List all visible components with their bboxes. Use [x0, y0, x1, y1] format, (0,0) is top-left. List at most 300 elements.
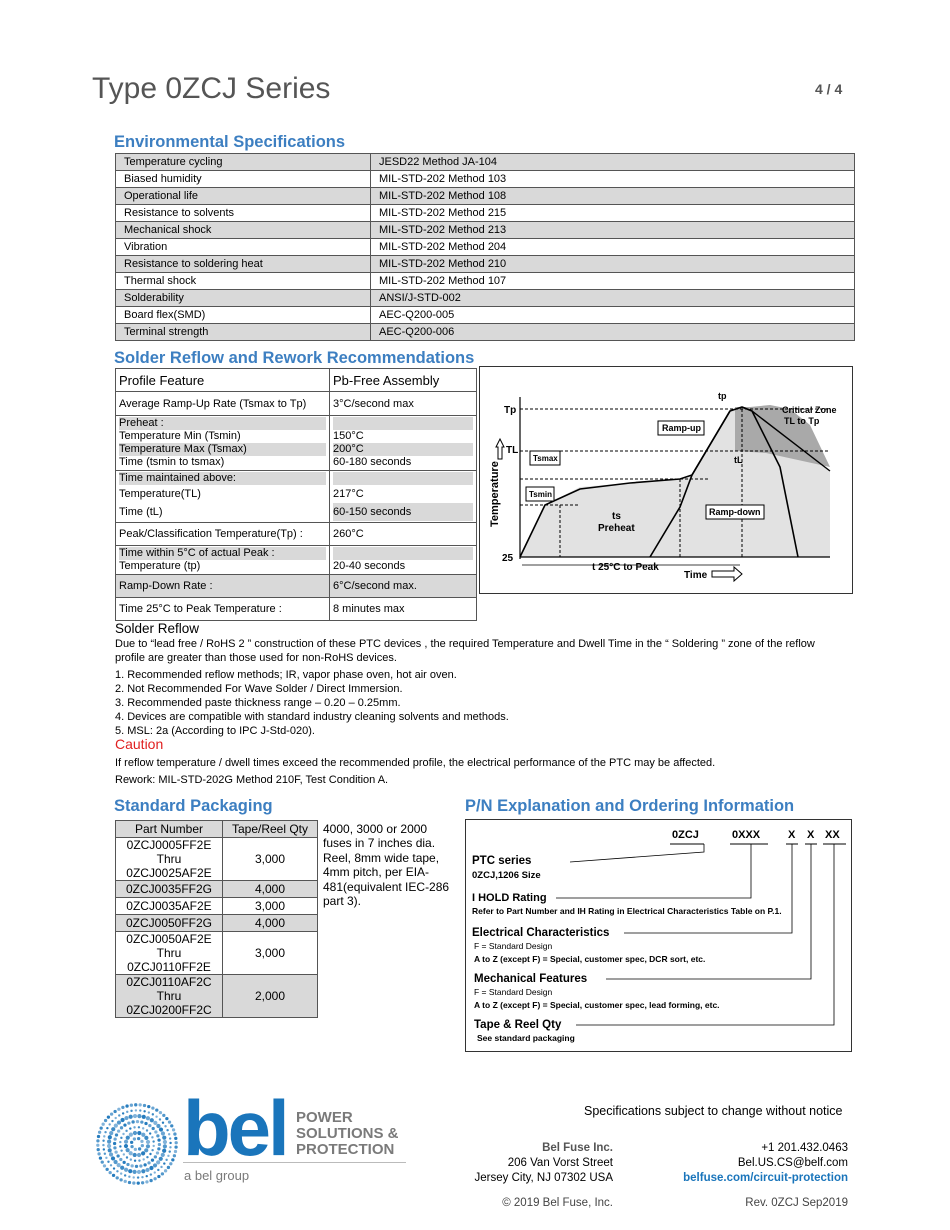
globe-dot [133, 1137, 136, 1140]
preheat-label: Preheat [598, 523, 635, 534]
caution-heading: Caution [115, 736, 164, 752]
pkg-part: 0ZCJ0200FF2C [126, 1003, 212, 1017]
tp-time-label: tp [718, 391, 727, 401]
globe-dot [141, 1151, 145, 1155]
pkg-row [116, 898, 318, 915]
env-test-cell: Vibration [116, 239, 371, 256]
globe-dot [126, 1148, 130, 1152]
globe-dot [152, 1140, 154, 1142]
globe-dot [169, 1146, 171, 1148]
globe-dot [149, 1132, 151, 1134]
footer-phone: +1 201.432.0463 [761, 1142, 848, 1154]
reflow-cell [116, 416, 330, 471]
pkg-part: 0ZCJ0035FF2G [116, 881, 223, 898]
globe-dot [151, 1159, 154, 1162]
reflow-line [333, 547, 473, 560]
globe-dot [129, 1115, 133, 1119]
globe-dot [159, 1111, 162, 1114]
globe-dot [136, 1120, 139, 1123]
time-arrow-icon [712, 567, 742, 581]
globe-dot [150, 1118, 154, 1122]
globe-dot [153, 1163, 157, 1167]
footer-company: Bel Fuse Inc. [542, 1142, 613, 1154]
globe-dot [155, 1109, 158, 1112]
reflow-line [333, 417, 473, 430]
tl-time-label: tL [734, 455, 743, 465]
globe-dot [140, 1120, 143, 1123]
env-test-cell: Terminal strength [116, 324, 371, 341]
globe-dot [119, 1141, 121, 1143]
reflow-line: Time maintained above: [119, 472, 326, 485]
reflow-cell: Peak/Classification Temperature(Tp) : [116, 523, 330, 546]
globe-dot [137, 1114, 141, 1118]
globe-dot [130, 1104, 133, 1107]
globe-dot [134, 1148, 137, 1151]
globe-dot [141, 1176, 143, 1178]
globe-dot [123, 1153, 125, 1155]
globe-dot [171, 1158, 174, 1161]
globe-dot [101, 1160, 104, 1163]
env-row [116, 307, 855, 324]
globe-dot [143, 1104, 146, 1107]
globe-dot [113, 1110, 116, 1113]
globe-dot [135, 1109, 137, 1111]
pkg-part: 0ZCJ0050FF2G [116, 915, 223, 932]
globe-dot [169, 1150, 171, 1152]
reflow-line: 20-40 seconds [333, 560, 473, 573]
reflow-cell [330, 546, 477, 575]
globe-dot [107, 1161, 109, 1163]
globe-dot [154, 1130, 157, 1133]
env-method-cell: ANSI/J-STD-002 [371, 290, 855, 307]
globe-dot [120, 1126, 123, 1129]
globe-dot [99, 1156, 102, 1159]
globe-dot [96, 1139, 99, 1142]
globe-dot [98, 1131, 101, 1134]
reflow-line: Time within 5°C of actual Peak : [119, 547, 326, 560]
globe-dot [175, 1141, 178, 1144]
globe-dot [133, 1131, 137, 1135]
globe-dot [138, 1126, 140, 1128]
bel-group: a bel group [184, 1168, 250, 1183]
globe-dot [109, 1152, 113, 1156]
reflow-row [116, 523, 477, 546]
env-row [116, 205, 855, 222]
x-axis-label: Time [684, 570, 708, 581]
critical-zone-sub: TL to Tp [784, 416, 820, 426]
globe-dot [141, 1181, 144, 1184]
pkg-qty: 4,000 [223, 915, 318, 932]
tl-label: TL [506, 445, 519, 456]
pkg-header-part: Part Number [116, 821, 223, 838]
env-method-cell: MIL-STD-202 Method 108 [371, 188, 855, 205]
globe-dot [123, 1123, 126, 1126]
pkg-header-row [116, 821, 318, 838]
pn-tape-sub: See standard packaging [477, 1033, 575, 1043]
globe-dot [97, 1148, 100, 1151]
globe-dot [172, 1128, 175, 1131]
pn-section-title: P/N Explanation and Ordering Information [465, 797, 795, 815]
globe-dot [162, 1114, 165, 1117]
env-test-cell: Resistance to soldering heat [116, 256, 371, 273]
reflow-row [116, 392, 477, 416]
reflow-line: 60-150 seconds [333, 503, 473, 521]
globe-dot [111, 1120, 113, 1122]
globe-dot [134, 1159, 136, 1161]
reflow-header-row [116, 369, 477, 392]
env-method-cell: MIL-STD-202 Method 215 [371, 205, 855, 222]
solder-item: 3. Recommended paste thickness range – 0.20 – 0.25mm. [115, 697, 401, 709]
globe-dot [107, 1139, 111, 1143]
globe-dot [162, 1149, 166, 1153]
globe-dot [117, 1130, 120, 1133]
reflow-row [116, 471, 477, 523]
globe-dot [164, 1125, 166, 1127]
packaging-section-title: Standard Packaging [114, 797, 273, 815]
globe-dot [165, 1117, 168, 1120]
globe-dot [104, 1153, 106, 1155]
pkg-part: 0ZCJ0035AF2E [116, 898, 223, 915]
globe-dot [159, 1127, 163, 1131]
globe-dot [142, 1158, 144, 1160]
pkg-part: 0ZCJ0110AF2C [126, 975, 212, 989]
globe-dot [138, 1159, 140, 1161]
pn-elec-sub1: F = Standard Design [474, 941, 553, 951]
env-section-title: Environmental Specifications [114, 133, 346, 151]
globe-dot [157, 1147, 160, 1150]
globe-dot [156, 1134, 159, 1137]
globe-dot [161, 1131, 165, 1135]
globe-dot [116, 1170, 118, 1172]
env-test-cell: Mechanical shock [116, 222, 371, 239]
env-row [116, 171, 855, 188]
ts-label: ts [612, 511, 621, 522]
globe-dot [161, 1172, 164, 1175]
globe-dot [126, 1156, 128, 1158]
reflow-row [116, 416, 477, 471]
globe-dot [109, 1131, 113, 1135]
globe-dot [149, 1179, 152, 1182]
globe-dot [164, 1169, 167, 1172]
pkg-qty: 4,000 [223, 881, 318, 898]
globe-dot [133, 1153, 137, 1157]
globe-dot [151, 1136, 153, 1138]
reflow-line: 217°C [333, 485, 473, 503]
globe-dot [102, 1140, 104, 1142]
reflow-profile-diagram [479, 366, 853, 594]
globe-dot [104, 1131, 106, 1133]
globe-dot [113, 1142, 116, 1145]
globe-dot [141, 1169, 145, 1173]
globe-dot [148, 1124, 151, 1127]
globe-dot [137, 1170, 141, 1174]
globe-dot [119, 1158, 122, 1161]
env-test-cell: Operational life [116, 188, 371, 205]
globe-dot [173, 1132, 176, 1135]
pn-code-rating: 0XXX [732, 829, 761, 841]
footer-contact [640, 1141, 848, 1186]
bel-wordmark: bel [183, 1084, 287, 1172]
globe-dot [152, 1127, 155, 1130]
pkg-part-cell [116, 838, 223, 881]
globe-dot [128, 1169, 132, 1173]
pkg-qty: 3,000 [223, 838, 318, 881]
ramp-up-label: Ramp-up [662, 423, 701, 433]
globe-dot [128, 1176, 130, 1178]
globe-dot [129, 1133, 133, 1137]
pn-elec-label: Electrical Characteristics [472, 927, 610, 939]
globe-dot [146, 1129, 148, 1131]
globe-dot [142, 1115, 146, 1119]
globe-dot [153, 1177, 156, 1180]
pkg-thru: Thru [156, 946, 182, 960]
globe-dot [152, 1113, 154, 1115]
globe-dot [120, 1118, 124, 1122]
globe-dot [126, 1111, 128, 1113]
globe-dot [168, 1133, 170, 1135]
globe-dot [152, 1145, 154, 1147]
globe-dot [126, 1136, 130, 1140]
globe-dot [124, 1144, 128, 1148]
reflow-cell [330, 471, 477, 523]
globe-dot [139, 1164, 142, 1167]
globe-dot [140, 1140, 143, 1143]
pn-diagram-svg [466, 820, 851, 1051]
env-test-cell: Temperature cycling [116, 154, 371, 171]
globe-dot [144, 1148, 148, 1152]
pn-tape-label: Tape & Reel Qty [474, 1019, 562, 1031]
globe-dot [106, 1127, 108, 1129]
globe-dot [125, 1130, 127, 1132]
globe-dot [148, 1111, 150, 1113]
reflow-profile-svg [480, 367, 852, 593]
reflow-line: 200°C [333, 443, 473, 456]
solder-item: 5. MSL: 2a (According to IPC J-Std-020). [115, 725, 315, 737]
reflow-row [116, 546, 477, 575]
solder-list [115, 668, 509, 738]
reflow-table [115, 368, 477, 621]
pn-ihold-label: I HOLD Rating [472, 892, 547, 904]
reflow-line: Time (tsmin to tsmax) [119, 456, 326, 469]
globe-dot [124, 1180, 127, 1183]
globe-dot [159, 1157, 163, 1161]
globe-dot [165, 1159, 167, 1161]
globe-dot [169, 1162, 172, 1165]
solder-item: 2. Not Recommended For Wave Solder / Direct Immersion. [115, 683, 403, 695]
env-method-cell: JESD22 Method JA-104 [371, 154, 855, 171]
globe-dot [105, 1168, 108, 1171]
globe-dot [143, 1163, 146, 1166]
footer-web-link[interactable]: belfuse.com/circuit-protection [683, 1172, 848, 1184]
footer-copyright: © 2019 Bel Fuse, Inc. [502, 1197, 613, 1209]
reflow-cell [330, 416, 477, 471]
reflow-line: Temperature (tp) [119, 560, 326, 573]
globe-dot [130, 1145, 133, 1148]
globe-dot [113, 1167, 115, 1169]
page-number: 4 / 4 [815, 81, 843, 97]
temp-arrow-icon [496, 439, 504, 459]
globe-dot [132, 1170, 136, 1174]
globe-dot [110, 1112, 113, 1115]
globe-dot [116, 1154, 119, 1157]
globe-dot [154, 1171, 156, 1173]
globe-dot [144, 1122, 147, 1125]
globe-dot [129, 1127, 131, 1129]
solder-item: 1. Recommended reflow methods; IR, vapor phase oven, hot air oven. [115, 669, 457, 681]
globe-dot [139, 1103, 142, 1106]
globe-dot [120, 1166, 124, 1170]
globe-dot [107, 1144, 111, 1148]
globe-dot [102, 1144, 104, 1146]
env-method-cell: AEC-Q200-006 [371, 324, 855, 341]
globe-dot [114, 1117, 116, 1119]
reflow-cell: Ramp-Down Rate : [116, 575, 330, 598]
globe-dot [139, 1109, 141, 1111]
env-method-cell: MIL-STD-202 Method 204 [371, 239, 855, 256]
globe-dot [150, 1173, 152, 1175]
reflow-cell [116, 471, 330, 523]
globe-dot [104, 1119, 107, 1122]
globe-dot [149, 1153, 151, 1155]
globe-dot [117, 1120, 121, 1124]
env-row [116, 290, 855, 307]
pkg-qty: 3,000 [223, 932, 318, 975]
pkg-qty: 3,000 [223, 898, 318, 915]
globe-dot [124, 1168, 128, 1172]
globe-dot [125, 1104, 128, 1107]
globe-dot [170, 1124, 173, 1127]
globe-dot [160, 1166, 162, 1168]
globe-dot [96, 1144, 99, 1147]
globe-dot [124, 1174, 126, 1176]
pkg-row [116, 915, 318, 932]
globe-dot [151, 1107, 154, 1110]
globe-dot [158, 1143, 161, 1146]
globe-dot [118, 1114, 120, 1116]
pkg-part: 0ZCJ0050AF2E [126, 932, 212, 946]
pkg-part-cell [116, 975, 223, 1018]
env-method-cell: MIL-STD-202 Method 107 [371, 273, 855, 290]
globe-dot [163, 1144, 167, 1148]
y-axis-label: Temperature [489, 461, 501, 527]
pn-ptc-leader [570, 844, 704, 862]
globe-dot [130, 1141, 133, 1144]
reflow-cell: 260°C [330, 523, 477, 546]
env-row [116, 222, 855, 239]
reflow-section-title: Solder Reflow and Rework Recommendations [114, 349, 475, 367]
tsmax-label: Tsmax [533, 454, 558, 463]
globe-dot [147, 1161, 150, 1164]
globe-dot [146, 1116, 150, 1120]
globe-dot [146, 1175, 148, 1177]
globe-dot [137, 1153, 141, 1157]
globe-dot [153, 1121, 157, 1125]
globe-dot [147, 1105, 150, 1108]
globe-dot [137, 1182, 140, 1185]
reflow-cell: 3°C/second max [330, 392, 477, 416]
pn-code-mech: X [807, 829, 815, 841]
globe-dot [144, 1136, 148, 1140]
globe-dot [142, 1127, 144, 1129]
pn-tape-leader [576, 844, 834, 1025]
footer-addr2: Jersey City, NJ 07302 USA [474, 1172, 613, 1184]
env-row [116, 154, 855, 171]
globe-dot [161, 1153, 165, 1157]
globe-dot [174, 1137, 177, 1140]
globe-dot [151, 1149, 153, 1151]
globe-dot [167, 1166, 170, 1169]
footer-addr1: 206 Van Vorst Street [507, 1157, 613, 1169]
globe-dot [111, 1127, 115, 1131]
globe-dot [126, 1163, 129, 1166]
globe-dot [133, 1126, 135, 1128]
bel-globe-icon [94, 1101, 180, 1187]
reflow-cell: Time 25°C to Peak Temperature : [116, 598, 330, 621]
pn-elec-leader [624, 844, 792, 933]
caution-text: If reflow temperature / dwell times exceed the recommended profile, the electrical performance of the PTC may be affected. [115, 757, 716, 769]
reflow-header-assembly: Pb-Free Assembly [330, 369, 477, 392]
globe-dot [134, 1103, 137, 1106]
env-test-cell: Solderability [116, 290, 371, 307]
globe-dot [111, 1156, 115, 1160]
globe-dot [113, 1160, 117, 1164]
env-row [116, 239, 855, 256]
reflow-cell: 6°C/second max. [330, 575, 477, 598]
critical-zone-label: Critical Zone [782, 405, 837, 415]
globe-dot [120, 1149, 122, 1151]
globe-dot [127, 1121, 130, 1124]
pkg-row [116, 932, 318, 975]
env-test-cell: Board flex(SMD) [116, 307, 371, 324]
pkg-row [116, 838, 318, 881]
pkg-part: 0ZCJ0005FF2E [126, 838, 212, 852]
reflow-line: 60-180 seconds [333, 456, 473, 469]
env-method-cell: MIL-STD-202 Method 210 [371, 256, 855, 273]
globe-dot [146, 1156, 148, 1158]
bel-tagline [296, 1110, 399, 1158]
globe-dot [166, 1129, 168, 1131]
pn-ihold-leader [556, 844, 751, 898]
ramp-down-label: Ramp-down [709, 507, 761, 517]
rework-text: Rework: MIL-STD-202G Method 210F, Test Condition A. [115, 774, 389, 786]
globe-dot [143, 1110, 145, 1112]
reflow-line: Preheat : [119, 417, 326, 430]
globe-dot [157, 1175, 160, 1178]
globe-dot [145, 1180, 148, 1183]
pn-ihold-sub: Refer to Part Number and IH Rating in Electrical Characteristics Table on P.1. [472, 906, 782, 916]
pkg-part: 0ZCJ0025AF2E [126, 866, 212, 880]
bel-tagline-line: POWER [296, 1109, 353, 1126]
globe-dot [124, 1116, 128, 1120]
env-method-cell: AEC-Q200-005 [371, 307, 855, 324]
globe-dot [102, 1123, 105, 1126]
reflow-line [333, 472, 473, 485]
env-row [116, 324, 855, 341]
globe-dot [116, 1176, 119, 1179]
globe-dot [135, 1165, 138, 1168]
solder-item: 4. Devices are compatible with standard industry cleaning solvents and methods. [115, 711, 509, 723]
reflow-row [116, 575, 477, 598]
pn-elec-sub2: A to Z (except F) = Special, customer spec, DCR sort, etc. [474, 954, 706, 964]
pn-ptc-label: PTC series [472, 855, 532, 867]
footer-revision: Rev. 0ZCJ Sep2019 [745, 1197, 848, 1209]
pkg-thru: Thru [156, 989, 182, 1003]
globe-dot [117, 1108, 120, 1111]
footer-address [440, 1141, 613, 1186]
env-test-cell: Biased humidity [116, 171, 371, 188]
globe-dot [129, 1151, 133, 1155]
globe-dot [115, 1133, 118, 1136]
